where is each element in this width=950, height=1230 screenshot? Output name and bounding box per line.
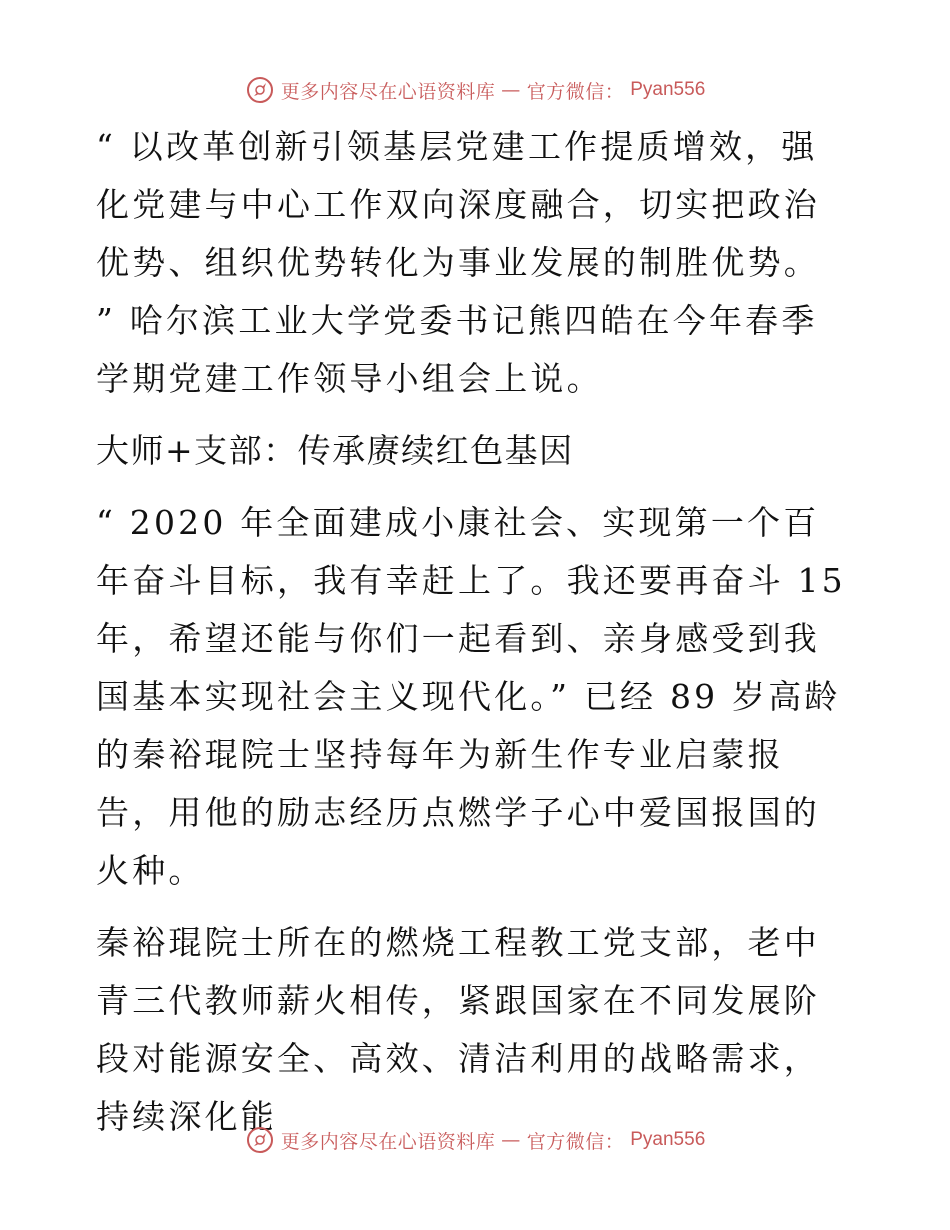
section-heading: 大师+支部：传承赓续红色基因	[96, 431, 574, 470]
watermark-site-text: 更多内容尽在心语资料库	[280, 1130, 496, 1153]
quill-logo-icon	[245, 1125, 275, 1155]
watermark-account: Pyan556	[630, 79, 706, 100]
watermark-site-text: 更多内容尽在心语资料库	[280, 80, 496, 103]
paragraph-party-branch: 秦裕琨院士所在的燃烧工程教工党支部，老中青三代教师薪火相传，紧跟国家在不同发展阶段对能源安全、高效、清洁利用的战略需求，持续深化能	[96, 923, 820, 1136]
document-body	[96, 118, 848, 1146]
watermark-account: Pyan556	[630, 1129, 706, 1150]
watermark-wechat-label: 官方微信：	[526, 80, 625, 103]
watermark-separator: —	[501, 79, 521, 101]
watermark-wechat-label: 官方微信：	[526, 1130, 625, 1153]
quill-logo-icon	[245, 75, 275, 105]
watermark-separator: —	[501, 1129, 521, 1151]
watermark-header	[0, 70, 950, 110]
watermark-footer	[0, 1120, 950, 1160]
paragraph-academician-quote: “ 2020 年全面建成小康社会、实现第一个百年奋斗目标，我有幸赶上了。我还要再奋斗 15 年，希望还能与你们一起看到、亲身感受到我国基本实现社会主义现代化。” 已经 89 岁高龄的秦裕琨院士坚持每年为新生作专业启蒙报告，用他的励志经历点燃学子心中爱国报国的火种。	[96, 503, 846, 890]
paragraph-quote-intro: “ 以改革创新引领基层党建工作提质增效，强化党建与中心工作双向深度融合，切实把政治优势、组织优势转化为事业发展的制胜优势。 ” 哈尔滨工业大学党委书记熊四皓在今年春季学期党建工作领导小组会上说。	[96, 127, 820, 398]
